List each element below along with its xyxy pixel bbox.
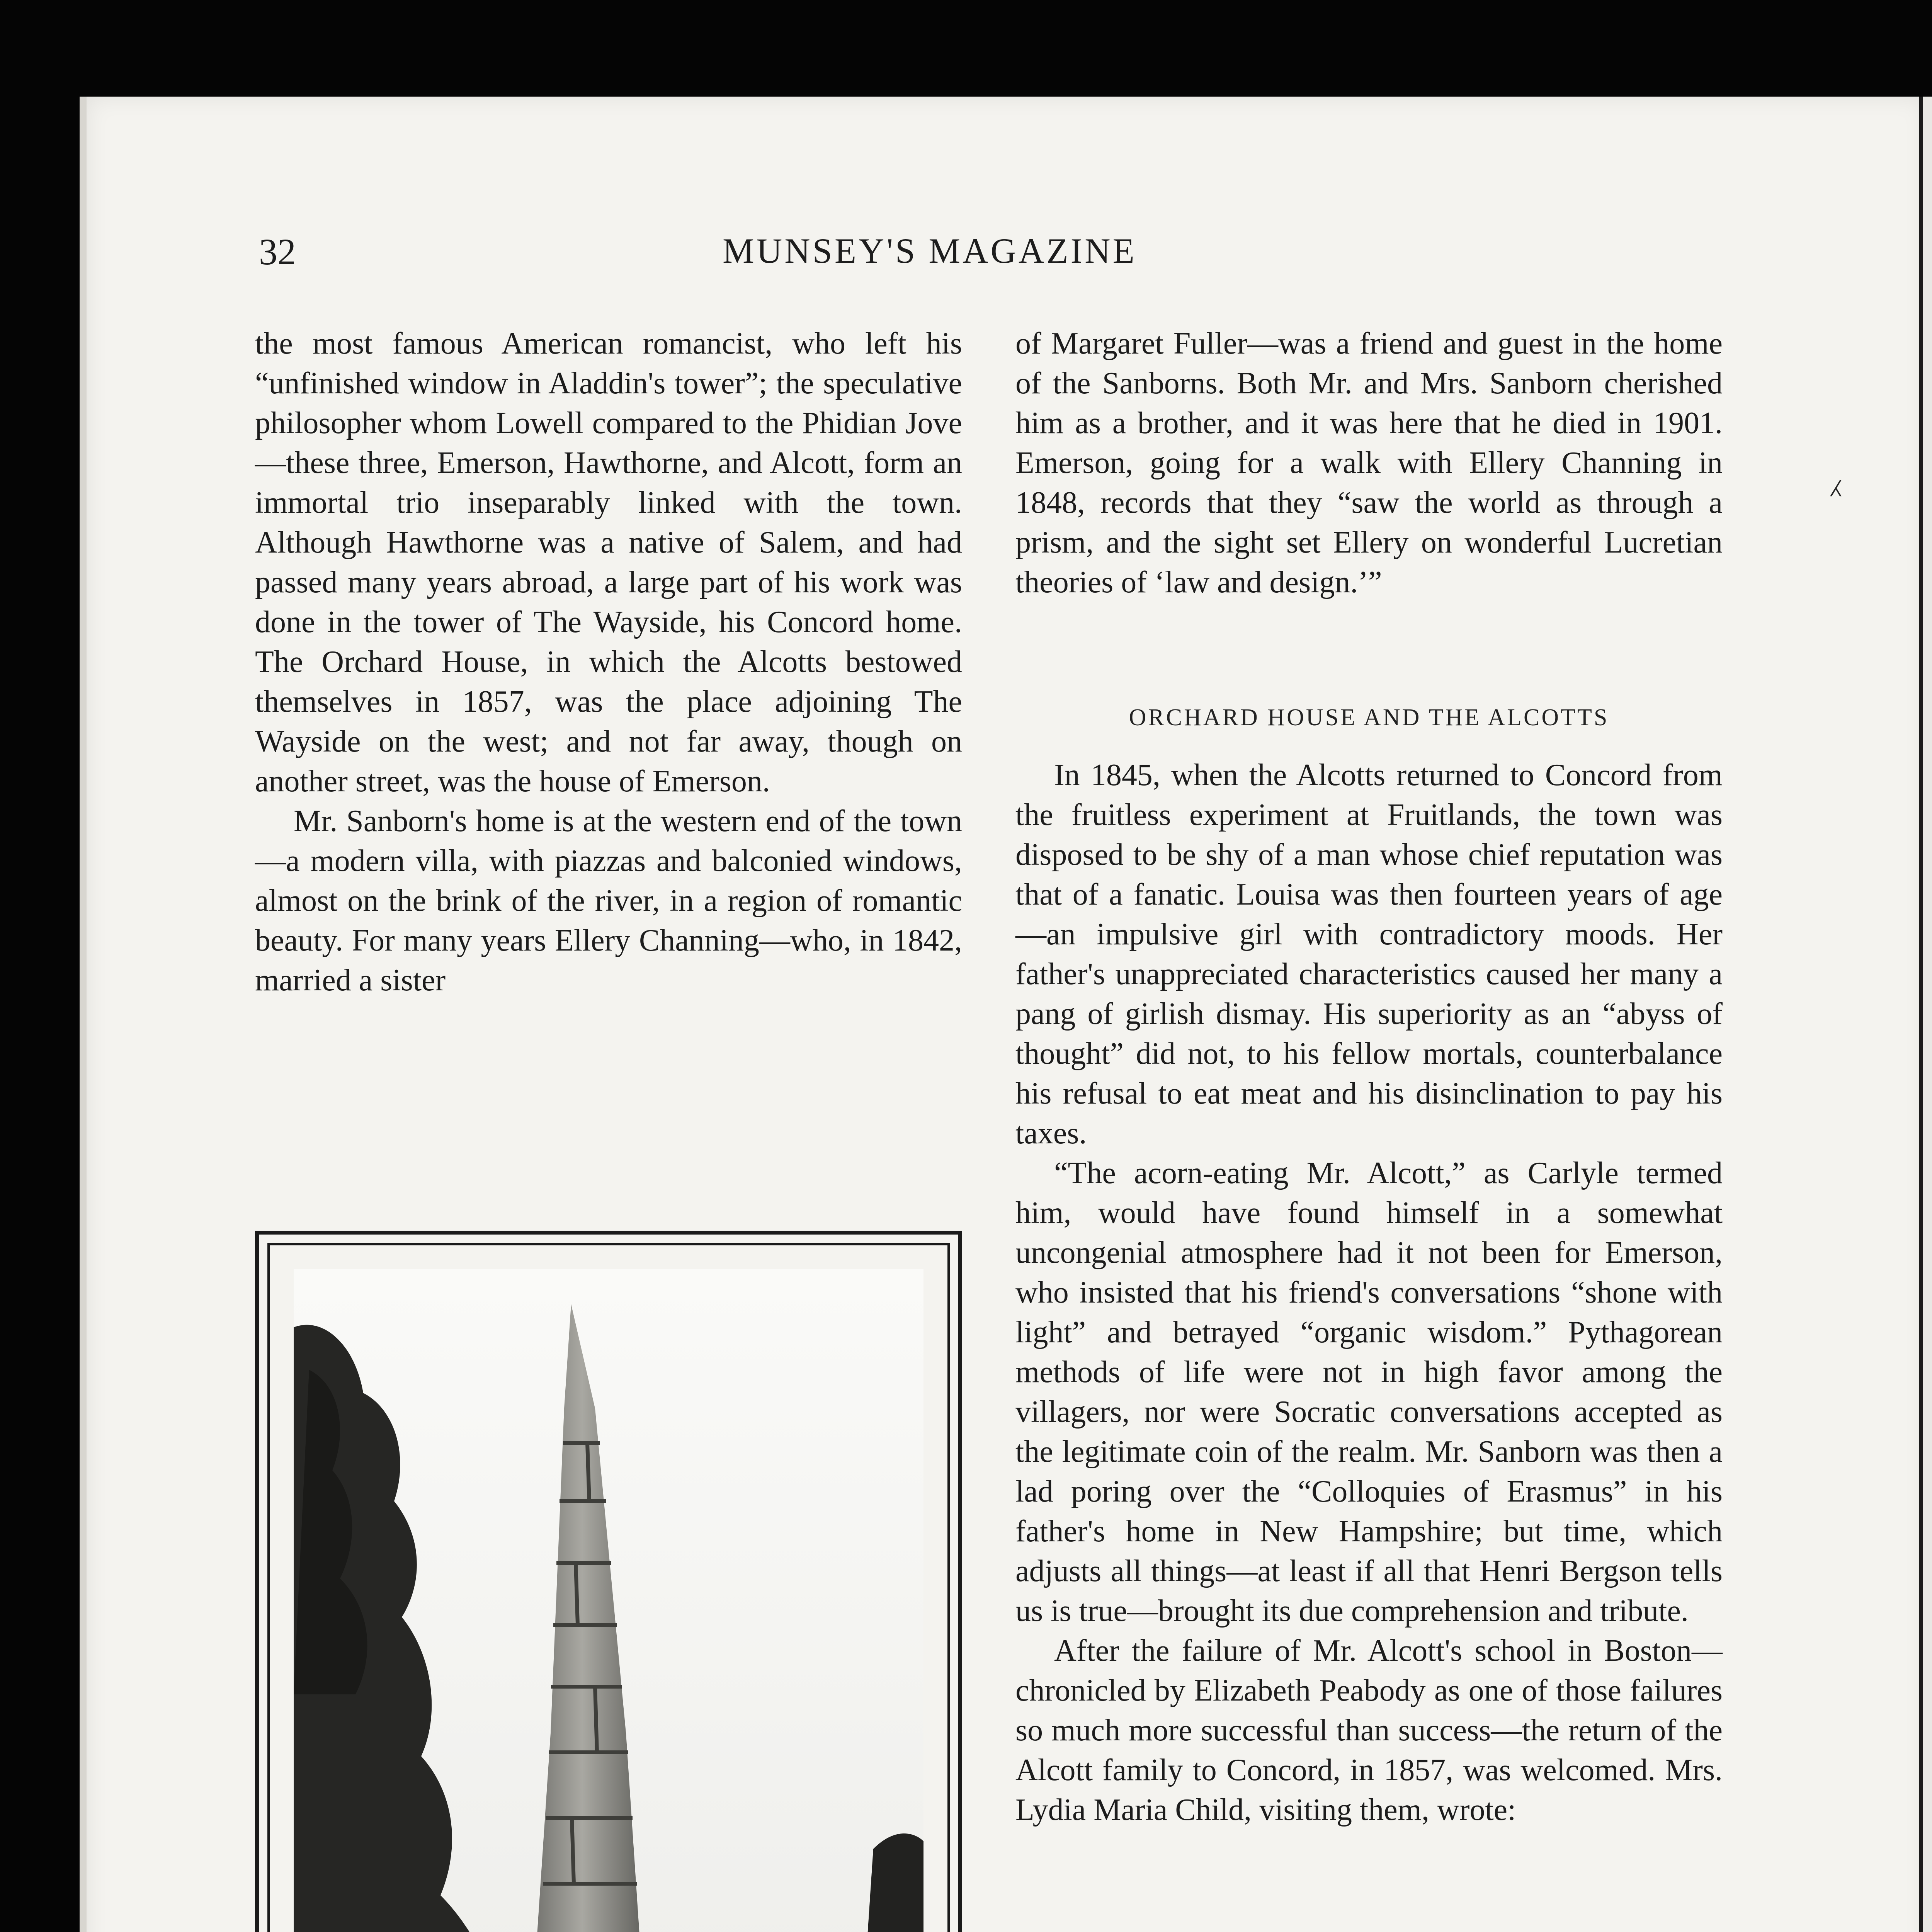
soldiers-monument-photo xyxy=(294,1269,923,1932)
facing-page-mark: ⁁ xyxy=(1832,457,1840,496)
page-header xyxy=(259,230,1727,277)
photo-frame xyxy=(255,1231,962,1932)
paragraph: of Margaret Fuller—was a friend and guest in the home of the Sanborns. Both Mr. and Mrs. Sanborn cherished him as a brother, and it was here that he died in 1901. Emerson, going for a walk with Ellery Channing in 1848, records that they “saw the world as through a prism, and the sight set Ellery on wonderful Lucretian theories of ‘law and design.’” xyxy=(1015,327,1723,599)
running-head: MUNSEY'S MAGAZINE xyxy=(723,231,1137,270)
facing-page-edge xyxy=(1919,97,1932,1932)
paragraph: “The acorn-eating Mr. Alcott,” as Carlyle termed him, would have found himself in a somewhat uncongenial atmosphere had it not been for Emerson, who insisted that his friend's conversations “shone with light” and betrayed “organic wisdom.” Pythagorean methods of life were not in high favor among the villagers, nor were Socratic conversations accepted as the legitimate coin of the realm. Mr. Sanborn was then a lad poring over the “Colloquies of Erasmus” in his father's home in New Hampshire; but time, which adjusts all things—at least if all that Henri Bergson tells us is true—brought its due comprehension and tribute. xyxy=(1015,1156,1723,1628)
page-number: 32 xyxy=(259,231,296,272)
paragraph: In 1845, when the Alcotts returned to Concord from the fruitless experiment at Fruitlands, the town was disposed to be shy of a man whose chief reputation was that of a fanatic. Louisa was then fourteen years of age—an impulsive girl with contradictory moods. Her father's unappreciated characteristics caused her many a pang of girlish dismay. His superiority as an “abyss of thought” did not, to his fellow mortals, counterbalance his refusal to eat meat and his disinclination to pay his taxes. xyxy=(1015,758,1723,1150)
right-column-main xyxy=(1015,755,1723,1830)
paragraph: the most famous American romancist, who left his “unfinished window in Aladdin's tower”; the speculative philosopher whom Lowell compared to the Phidian Jove—these three, Emerson, Hawthorne, and Alcott, form an immortal trio inseparably linked with the town. Although Hawthorne was a native of Salem, and had passed many years abroad, a large part of his work was done in the tower of The Wayside, his Concord home. The Orchard House, in which the Alcotts bestowed themselves in 1857, was the place adjoining The Wayside on the west; and not far away, though on another street, was the house of Emerson. xyxy=(255,327,962,798)
paragraph: Mr. Sanborn's home is at the western end of the town—a modern villa, with piazzas and balconied windows, almost on the brink of the river, in a region of romantic beauty. For many years Ellery Channing—who, in 1842, married a sister xyxy=(255,804,962,997)
paragraph: After the failure of Mr. Alcott's school in Boston—chronicled by Elizabeth Peabody as one of those failures so much more successful than success—the return of the Alcott family to Concord, in 1857, was welcomed. Mrs. Lydia Maria Child, visiting them, wrote: xyxy=(1015,1634,1723,1827)
right-column-top xyxy=(1015,324,1723,602)
section-heading: ORCHARD HOUSE AND THE ALCOTTS xyxy=(1129,704,1609,731)
left-column xyxy=(255,324,962,1000)
